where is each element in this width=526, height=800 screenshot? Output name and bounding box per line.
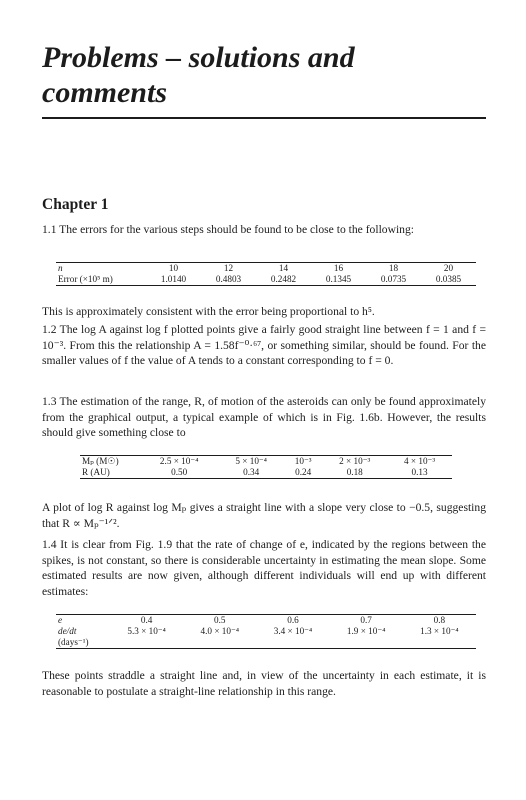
table-row-label: R (AU) [80, 467, 140, 479]
paragraph-1-1b: This is approximately consistent with the error being proportional to h⁵. [42, 305, 375, 318]
table-row [56, 263, 476, 275]
table-row-label: Mₚ (M☉) [80, 456, 140, 468]
table-row-label: de/dt [58, 626, 77, 636]
table-cell: 0.5 [183, 615, 256, 627]
table-cell: 16 [311, 263, 366, 275]
table-row-label: Error (×10⁵ m) [56, 274, 146, 286]
paragraph-1-2: 1.2 The log A against log f plotted points give a fairly good straight line between f = 1 and f = 10⁻³. From this the relationship A = 1.58f⁻⁰·⁶⁷, or something similar, should be found. For the smaller values of f the value of A tends to a constant corresponding to f = 0. [42, 323, 486, 367]
table-cell: 20 [421, 263, 476, 275]
table-cell: 1.0140 [146, 274, 201, 286]
table-row [56, 615, 476, 627]
title-rule [42, 117, 486, 119]
table-cell: 0.0385 [421, 274, 476, 286]
table-cell: 0.13 [387, 467, 452, 479]
table-cell: 12 [201, 263, 256, 275]
table-cell: 3.4 × 10⁻⁴ [273, 626, 313, 636]
table-cell: 2.5 × 10⁻⁴ [140, 456, 218, 468]
paragraph-1-1: 1.1 The errors for the various steps should be found to be close to the following: [42, 223, 415, 236]
table-cell: 0.0735 [366, 274, 421, 286]
table-cell: 5.3 × 10⁻⁴ [127, 626, 166, 636]
table-cell: 0.1345 [311, 274, 366, 286]
table-cell: 1.3 × 10⁻⁴ [420, 626, 459, 636]
table-row [80, 467, 452, 479]
table-cell: 0.18 [322, 467, 387, 479]
table-row [56, 637, 476, 649]
table-cell: 4 × 10⁻³ [387, 456, 452, 468]
table-cell: 0.24 [284, 467, 322, 479]
paragraph-1-3: 1.3 The estimation of the range, R, of motion of the asteroids can only be found approximately from the graphical output, a typical example of which is in Fig. 1.6b. However, the results should give something close to [42, 395, 486, 439]
table-cell: 0.8 [403, 615, 476, 627]
paragraph-1-3b: A plot of log R against log Mₚ gives a straight line with a slope very close to −0.5, suggesting that R ∝ Mₚ⁻¹ᐟ². [42, 501, 486, 530]
table-cell: 10 [146, 263, 201, 275]
table-range [80, 455, 452, 479]
table-row [56, 274, 476, 286]
table-cell: 0.4803 [201, 274, 256, 286]
chapter-heading: Chapter 1 [42, 196, 109, 213]
table-cell: 2 × 10⁻³ [322, 456, 387, 468]
table-cell: 0.7 [330, 615, 403, 627]
page-title: Problems – solutions and comments [42, 41, 355, 109]
table-cell: 5 × 10⁻⁴ [218, 456, 284, 468]
table-row-label: (days⁻¹) [56, 637, 110, 649]
table-cell: 0.2482 [256, 274, 311, 286]
table-cell: 0.50 [140, 467, 218, 479]
paragraph-1-4b: These points straddle a straight line and, in view of the uncertainty in each estimate, it is reasonable to postulate a straight-line relationship in this range. [42, 669, 486, 698]
table-cell: 0.6 [256, 615, 329, 627]
paragraph-1-4: 1.4 It is clear from Fig. 1.9 that the rate of change of e, indicated by the regions between the spikes, is not constant, so there is considerable uncertainty in estimating the mean slope. Some estimated results are now given, although different individuals will end up with different estimates: [42, 538, 486, 598]
table-row-label: n [56, 263, 146, 275]
table-row [80, 456, 452, 468]
table-cell: 0.4 [110, 615, 183, 627]
table-cell: 0.34 [218, 467, 284, 479]
table-row [56, 626, 476, 637]
table-cell: 18 [366, 263, 421, 275]
table-cell: 4.0 × 10⁻⁴ [200, 626, 240, 636]
table-errors [56, 262, 476, 286]
table-cell: 14 [256, 263, 311, 275]
table-eccentricity [56, 614, 476, 649]
table-cell: 1.9 × 10⁻⁴ [346, 626, 386, 636]
table-cell: 10⁻³ [284, 456, 322, 468]
table-row-label: e [56, 615, 110, 627]
